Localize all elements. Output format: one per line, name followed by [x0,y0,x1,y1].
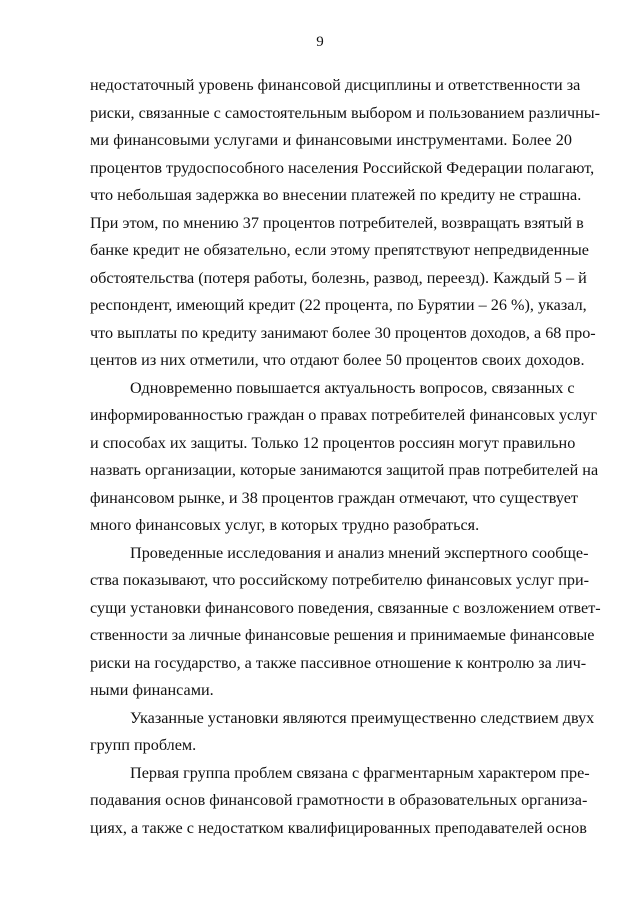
page-number: 9 [316,34,324,50]
text-line: групп проблем. [90,736,197,754]
text-line: назвать организации, которые занимаются защитой прав потребителей на [90,461,599,479]
text-line: и способах их защиты. Только 12 процентов россиян могут правильно [90,433,576,452]
text-line: ными финансами. [90,681,214,699]
text-line: что небольшая задержка во внесении платежей по кредиту не страшна. [90,186,582,204]
text-line: риски, связанные с самостоятельным выбором и пользованием различны- [90,103,601,122]
text-line: ми финансовыми услугами и финансовыми инструментами. Более 20 [90,131,572,149]
text-line: процентов трудоспособного населения Российской Федерации полагают, [90,158,595,177]
text-line: респондент, имеющий кредит (22 процента, по Бурятии – 26 %), указал, [90,296,587,314]
text-line: что выплаты по кредиту занимают более 30 процентов доходов, а 68 про- [90,323,596,342]
text-line: циях, а также с недостатком квалифицированных преподавателей основ [90,818,587,837]
text-line: финансовом рынке, и 38 процентов граждан отмечают, что существует [90,488,578,507]
text-line: обстоятельства (потеря работы, болезнь, развод, переезд). Каждый 5 – й [90,268,587,287]
text-line: центов из них отметили, что отдают более 50 процентов своих доходов. [90,351,585,369]
paragraph-first-line: Проведенные исследования и анализ мнений экспертного сообще- [130,543,589,562]
text-line: много финансовых услуг, в которых трудно разобраться. [90,516,480,534]
text-line: ства показывают, что российскому потребителю финансовых услуг при- [90,571,590,589]
text-line: ственности за личные финансовые решения и принимаемые финансовые [90,626,595,644]
text-line: риски на государство, а также пассивное отношение к контролю за лич- [90,653,587,672]
text-line: информированностью граждан о правах потребителей финансовых услуг [90,406,598,424]
paragraph-first-line: Одновременно повышается актуальность вопросов, связанных с [130,378,575,397]
text-line: При этом, по мнению 37 процентов потребителей, возвращать взятый в [90,213,584,232]
document-body [90,72,601,842]
text-line: банке кредит не обязательно, если этому препятствуют непредвиденные [90,241,589,259]
paragraph-first-line: Указанные установки являются преимущественно следствием двух [130,708,595,727]
text-line: недостаточный уровень финансовой дисциплины и ответственности за [90,76,581,94]
paragraph-first-line: Первая группа проблем связана с фрагментарным характером пре- [130,763,590,782]
text-line: сущи установки финансового поведения, связанные с возложением ответ- [90,598,601,617]
text-line: подавания основ финансовой грамотности в образовательных организа- [90,791,588,809]
